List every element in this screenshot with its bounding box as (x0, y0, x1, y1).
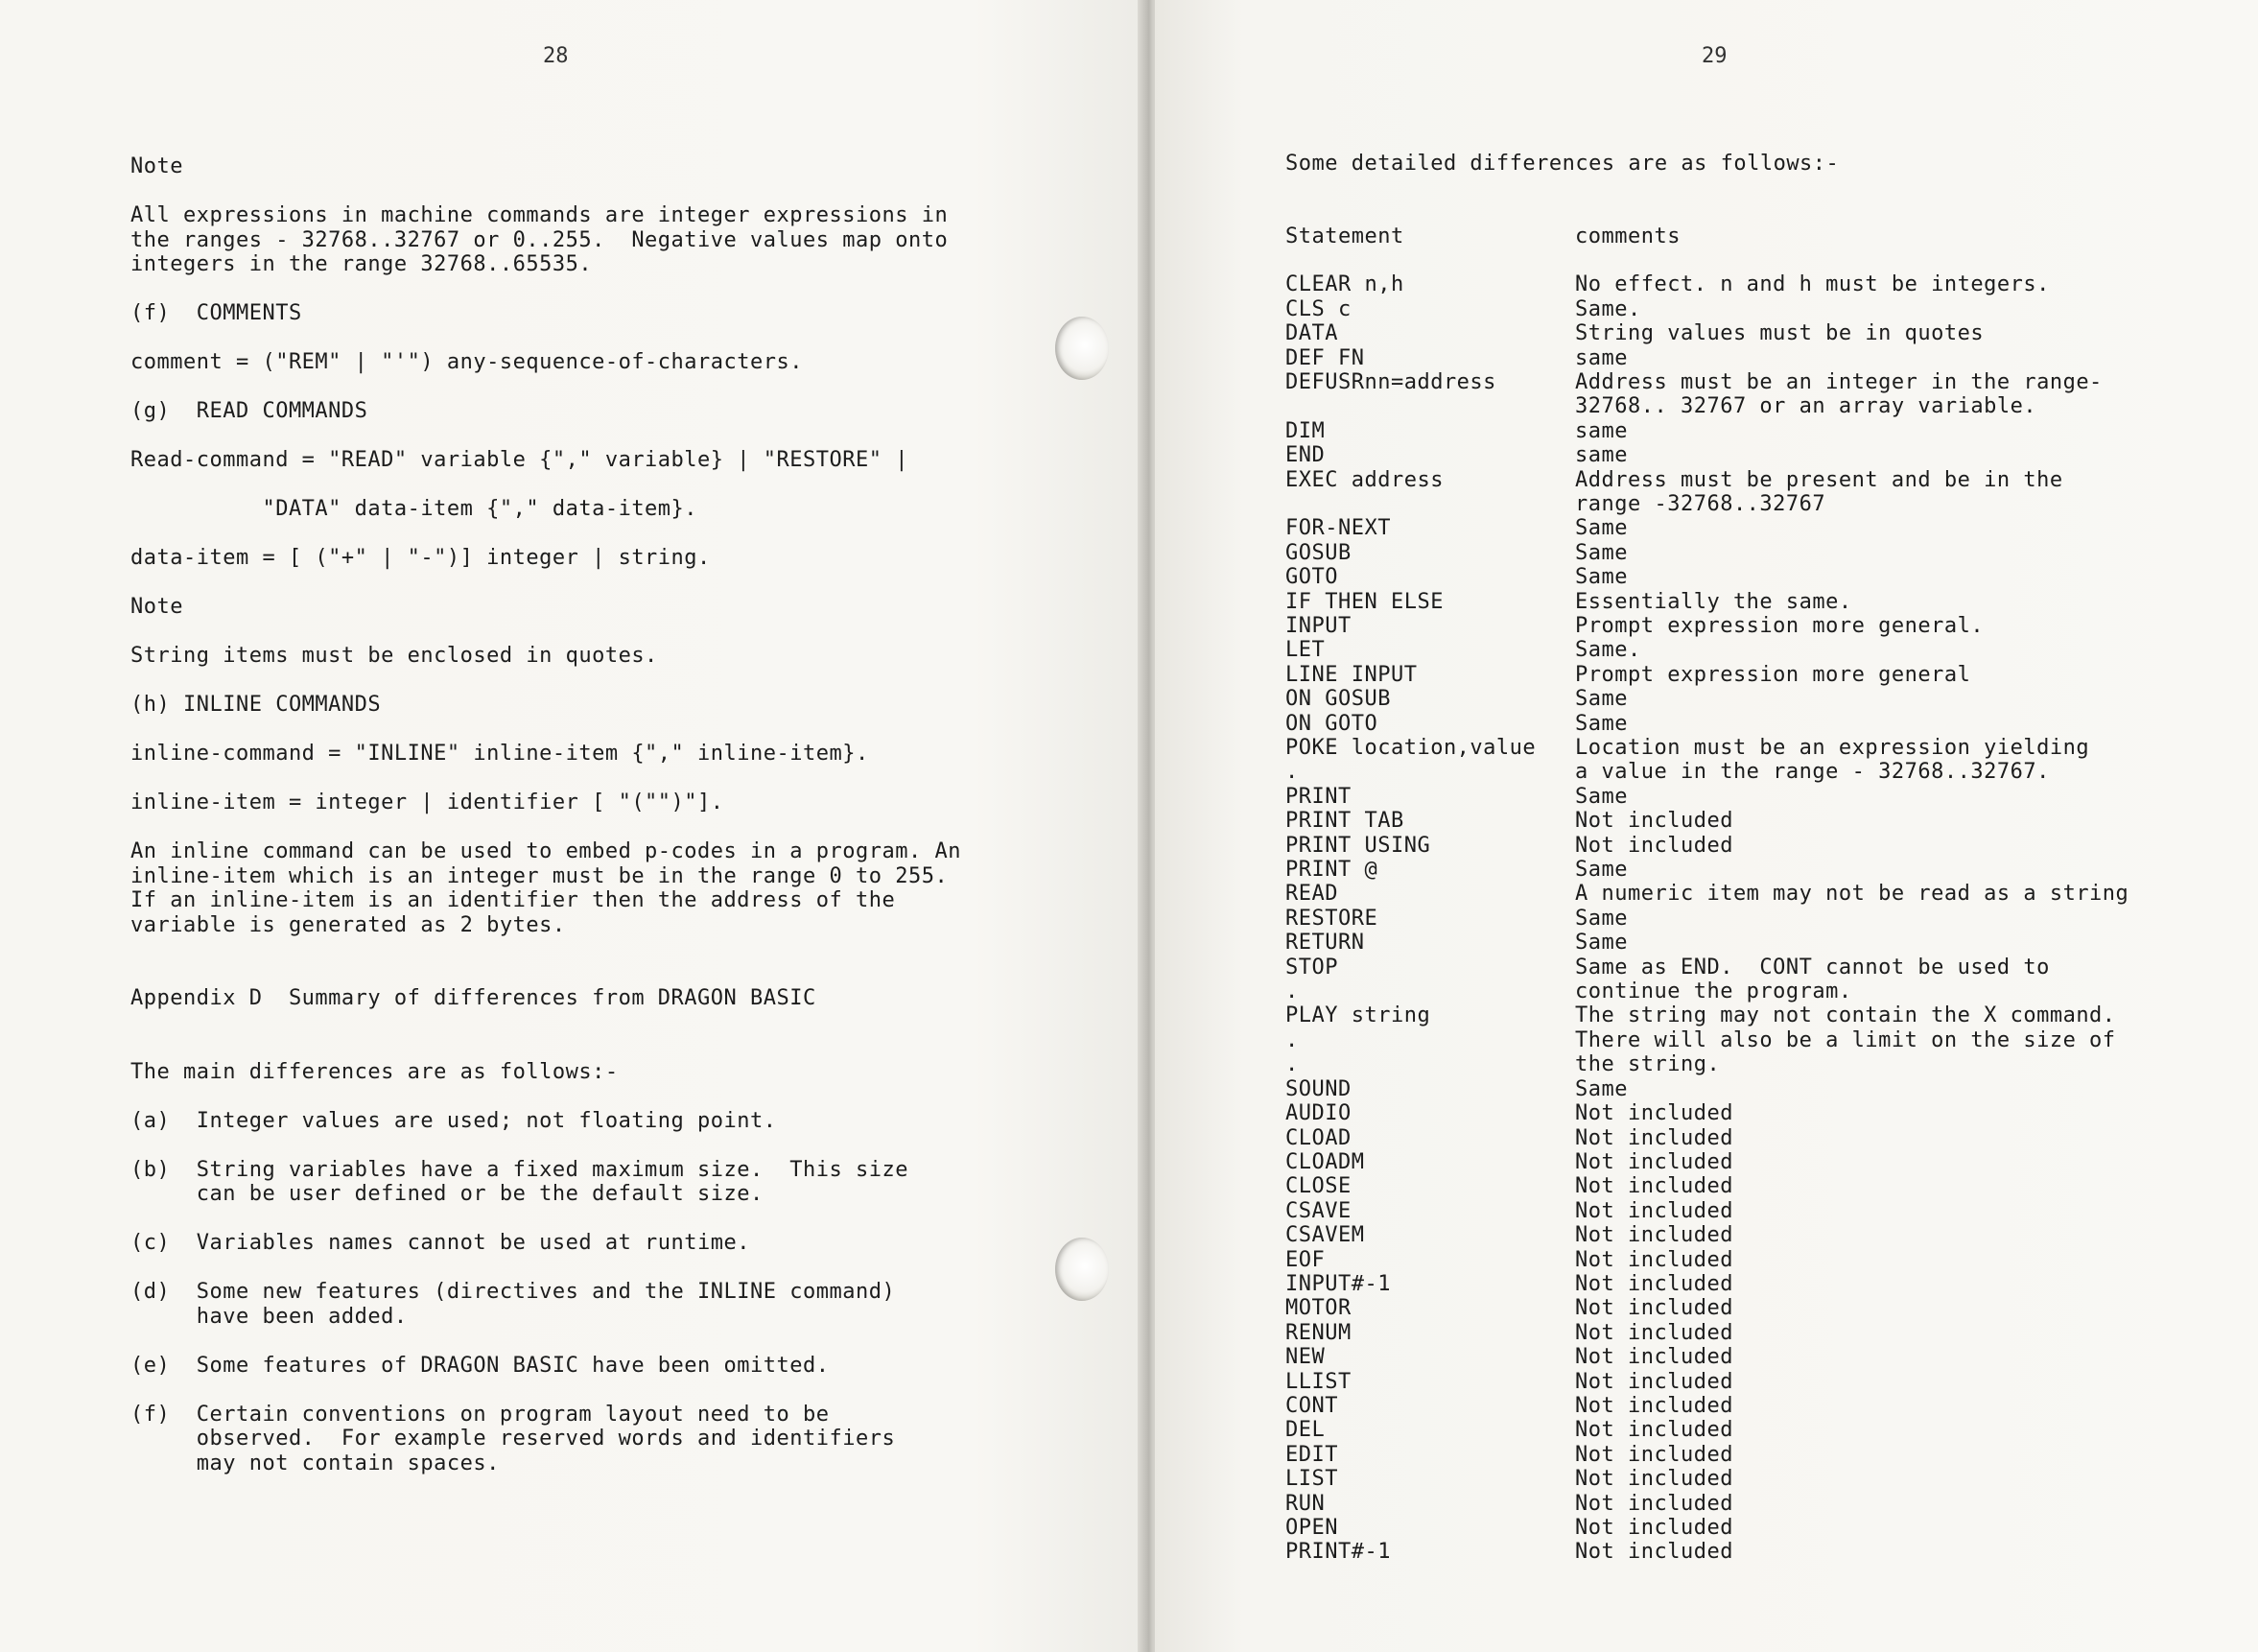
statement-cell: CLOADM (1285, 1149, 1365, 1174)
text-line: integers in the range 32768..65535. (130, 252, 593, 276)
comment-cell: Same (1575, 931, 1628, 956)
statement-cell: INPUT (1285, 613, 1352, 638)
blank-line (130, 1035, 961, 1060)
left-page-text (130, 154, 961, 1475)
table-row (1285, 1223, 2129, 1247)
statement-cell: RESTORE (1285, 906, 1378, 931)
comment-cell: Same (1575, 540, 1628, 565)
table-row (1285, 663, 2129, 687)
comment-cell: Prompt expression more general. (1575, 613, 1985, 638)
statement-cell: GOSUB (1285, 540, 1352, 565)
statement-cell: LIST (1285, 1467, 1338, 1492)
table-row (1285, 1101, 2129, 1125)
table-row (1285, 1003, 2129, 1027)
comment-cell: Not included (1575, 1442, 1733, 1467)
table-row (1285, 516, 2129, 540)
comment-cell: Not included (1575, 1271, 1733, 1296)
comment-cell: Not included (1575, 1149, 1733, 1174)
statement-cell: CLOSE (1285, 1174, 1352, 1199)
table-row (1285, 1126, 2129, 1150)
blank-line (130, 767, 961, 791)
table-row (1285, 1370, 2129, 1394)
comment-cell: Not included (1575, 1516, 1733, 1541)
comment-cell: the string. (1575, 1052, 1721, 1077)
header-statement: Statement (1285, 224, 1404, 248)
table-row (1285, 687, 2129, 711)
table-row (1285, 1345, 2129, 1369)
statement-cell: PRINT (1285, 784, 1352, 809)
text-line: (d) Some new features (directives and the INLINE command) (130, 1280, 896, 1304)
statement-cell: PLAY string (1285, 1003, 1431, 1028)
blank-line (130, 1378, 961, 1403)
table-row (1285, 638, 2129, 662)
comment-cell: Not included (1575, 1223, 1733, 1248)
statement-cell: PRINT @ (1285, 858, 1378, 883)
comment-cell: same (1575, 418, 1628, 443)
table-row (1285, 1492, 2129, 1516)
table-row (1285, 590, 2129, 614)
comment-cell: Not included (1575, 1393, 1733, 1418)
comment-cell: Not included (1575, 1467, 1733, 1492)
statement-cell: RENUM (1285, 1320, 1352, 1345)
statement-cell: RETURN (1285, 931, 1365, 956)
text-line: "DATA" data-item {"," data-item}. (130, 497, 698, 521)
comment-cell: Same (1575, 516, 1628, 541)
statement-cell: DEL (1285, 1418, 1326, 1443)
statement-cell: LET (1285, 638, 1326, 663)
statement-cell: CLEAR n,h (1285, 272, 1404, 297)
table-row (1285, 272, 2129, 296)
text-line: (g) READ COMMANDS (130, 399, 368, 423)
blank-line (130, 1011, 961, 1036)
table-row (1285, 419, 2129, 443)
comment-cell: Not included (1575, 1101, 1733, 1126)
statement-cell: CSAVE (1285, 1198, 1352, 1223)
statement-cell: PRINT TAB (1285, 809, 1404, 834)
comment-cell: Not included (1575, 1320, 1733, 1345)
statement-cell: EOF (1285, 1247, 1326, 1272)
blank-line (130, 1207, 961, 1232)
table-row (1285, 1150, 2129, 1174)
comment-cell: String values must be in quotes (1575, 321, 1985, 346)
blank-line (130, 179, 961, 204)
text-line: Read-command = "READ" variable {"," variable} | "RESTORE" | (130, 448, 908, 472)
comment-cell: 32768.. 32767 or an array variable. (1575, 394, 2037, 419)
comment-cell: Address must be an integer in the range- (1575, 369, 2103, 394)
table-row (1285, 394, 2129, 418)
blank-line (130, 1133, 961, 1158)
statement-cell: CSAVEM (1285, 1223, 1365, 1248)
table-row (1285, 1467, 2129, 1491)
statement-cell: PRINT#-1 (1285, 1540, 1391, 1565)
comment-cell: Not included (1575, 1174, 1733, 1199)
comment-cell: Not included (1575, 1491, 1733, 1516)
statement-cell: GOTO (1285, 565, 1338, 590)
table-row (1285, 1248, 2129, 1272)
text-line: (e) Some features of DRAGON BASIC have been omitted. (130, 1353, 830, 1378)
blank-line (130, 1329, 961, 1354)
blank-line (130, 375, 961, 400)
blank-line (130, 669, 961, 694)
table-row (1285, 1199, 2129, 1223)
comment-cell: No effect. n and h must be integers. (1575, 272, 2050, 297)
header-comments: comments (1575, 224, 1681, 248)
comment-cell: There will also be a limit on the size of (1575, 1027, 2116, 1052)
differences-table (1285, 224, 2129, 1565)
comment-cell: Same (1575, 858, 1628, 883)
statement-cell: IF THEN ELSE (1285, 589, 1444, 614)
comment-cell: Not included (1575, 833, 1733, 858)
statement-cell: DEF FN (1285, 345, 1365, 370)
table-row (1285, 1321, 2129, 1345)
text-line: observed. For example reserved words and identifiers (130, 1427, 896, 1451)
table-row (1285, 1394, 2129, 1418)
page-number: 29 (1702, 44, 1728, 68)
statement-cell: AUDIO (1285, 1101, 1352, 1126)
text-line: have been added. (130, 1304, 408, 1329)
blank-line (130, 522, 961, 547)
statement-cell: OPEN (1285, 1516, 1338, 1541)
text-line: Note (130, 154, 183, 178)
table-row (1285, 736, 2129, 760)
table-row (1285, 834, 2129, 858)
comment-cell: same (1575, 443, 1628, 468)
blank-line (130, 571, 961, 596)
statement-cell: READ (1285, 882, 1338, 907)
table-row (1285, 1443, 2129, 1467)
statement-cell: SOUND (1285, 1076, 1352, 1101)
statement-cell: DEFUSRnn=address (1285, 369, 1496, 394)
statement-cell: CLOAD (1285, 1125, 1352, 1150)
comment-cell: Not included (1575, 1198, 1733, 1223)
comment-cell: Not included (1575, 1125, 1733, 1150)
statement-cell: DATA (1285, 321, 1338, 346)
table-row (1285, 492, 2129, 516)
text-line: The main differences are as follows:- (130, 1059, 619, 1084)
text-line: inline-item which is an integer must be in the range 0 to 255. (130, 863, 949, 888)
table-row (1285, 346, 2129, 370)
comment-cell: Same. (1575, 638, 1641, 663)
comment-cell: Same (1575, 687, 1628, 712)
blank-line (130, 620, 961, 645)
statement-cell: LINE INPUT (1285, 662, 1418, 687)
page-number: 28 (543, 44, 569, 68)
table-row (1285, 809, 2129, 833)
comment-cell: Not included (1575, 1296, 1733, 1321)
comment-cell: Location must be an expression yielding (1575, 736, 2090, 761)
comment-cell: Same (1575, 906, 1628, 931)
right-page-text (1285, 152, 2129, 1565)
text-line: data-item = [ ("+" | "-")] integer | string. (130, 546, 711, 570)
text-line: (b) String variables have a fixed maximum size. This size (130, 1157, 908, 1182)
text-line: inline-command = "INLINE" inline-item {"," inline-item}. (130, 742, 869, 766)
table-row (1285, 468, 2129, 492)
table-row (1285, 931, 2129, 955)
table-row (1285, 1272, 2129, 1296)
statement-cell: MOTOR (1285, 1296, 1352, 1321)
text-line: (f) Certain conventions on program layout need to be (130, 1402, 830, 1427)
table-row (1285, 1028, 2129, 1052)
text-line: (c) Variables names cannot be used at runtime. (130, 1231, 751, 1255)
table-row (1285, 907, 2129, 931)
statement-cell: LLIST (1285, 1369, 1352, 1394)
blank-line (130, 326, 961, 351)
statement-cell: ON GOSUB (1285, 687, 1391, 712)
comment-cell: The string may not contain the X command. (1575, 1003, 2116, 1028)
statement-cell (1285, 394, 1575, 418)
statement-cell: END (1285, 443, 1326, 468)
comment-cell: Not included (1575, 1540, 1733, 1565)
blank-line (130, 277, 961, 302)
statement-cell: RUN (1285, 1491, 1326, 1516)
blank-line (130, 473, 961, 498)
table-row (1285, 979, 2129, 1003)
table-row (1285, 370, 2129, 394)
table-row (1285, 1174, 2129, 1198)
comment-cell: range -32768..32767 (1575, 491, 1826, 516)
punch-hole (1055, 317, 1109, 380)
statement-cell: NEW (1285, 1345, 1326, 1370)
comment-cell: Prompt expression more general (1575, 662, 1971, 687)
text-line: (h) INLINE COMMANDS (130, 693, 382, 717)
blank-line (130, 937, 961, 962)
right-page (1155, 0, 2258, 1652)
comment-cell: Address must be present and be in the (1575, 467, 2063, 492)
table-row (1285, 443, 2129, 467)
statement-cell: PRINT USING (1285, 833, 1431, 858)
comment-cell: Same (1575, 784, 1628, 809)
comment-cell: same (1575, 345, 1628, 370)
table-row (1285, 297, 2129, 321)
table-row (1285, 956, 2129, 979)
comment-cell: Same (1575, 1076, 1628, 1101)
table-row (1285, 712, 2129, 736)
statement-cell: . (1285, 760, 1299, 785)
table-row (1285, 565, 2129, 589)
statement-cell: INPUT#-1 (1285, 1271, 1391, 1296)
text-line: variable is generated as 2 bytes. (130, 912, 566, 937)
blank-line (130, 424, 961, 449)
comment-cell: Same (1575, 711, 1628, 736)
comment-cell: Same (1575, 565, 1628, 590)
statement-cell: . (1285, 1027, 1299, 1052)
text-line: comment = ("REM" | "'") any-sequence-of-characters. (130, 350, 804, 374)
statement-cell: EXEC address (1285, 467, 1444, 492)
text-line: Appendix D Summary of differences from DRAGON BASIC (130, 986, 816, 1010)
table-row (1285, 1540, 2129, 1564)
blank-line (130, 718, 961, 743)
table-row (1285, 1516, 2129, 1540)
table-row (1285, 858, 2129, 882)
statement-cell: DIM (1285, 418, 1326, 443)
text-line: Note (130, 595, 183, 619)
blank-line (130, 1256, 961, 1281)
statement-cell (1285, 492, 1575, 516)
text-line: All expressions in machine commands are integer expressions in (130, 203, 949, 227)
table-row (1285, 785, 2129, 809)
text-line: An inline command can be used to embed p-codes in a program. An (130, 839, 961, 863)
comment-cell: Not included (1575, 809, 1733, 834)
text-line: may not contain spaces. (130, 1451, 500, 1475)
comment-cell: Not included (1575, 1369, 1733, 1394)
blank-line (130, 1084, 961, 1109)
text-line: inline-item = integer | identifier [ "("")"]. (130, 791, 724, 814)
table-row (1285, 614, 2129, 638)
comment-cell: Same as END. CONT cannot be used to (1575, 955, 2050, 979)
statement-cell: FOR-NEXT (1285, 516, 1391, 541)
table-row (1285, 1077, 2129, 1101)
table-row (1285, 1296, 2129, 1320)
statement-cell: CLS c (1285, 296, 1352, 321)
text-line: can be user defined or be the default size. (130, 1182, 764, 1206)
table-row (1285, 1052, 2129, 1076)
comment-cell: a value in the range - 32768..32767. (1575, 760, 2050, 785)
statement-cell: STOP (1285, 955, 1338, 979)
comment-cell: continue the program. (1575, 979, 1852, 1004)
comment-cell: A numeric item may not be read as a string (1575, 882, 2129, 907)
statement-cell: EDIT (1285, 1442, 1338, 1467)
table-row (1285, 882, 2129, 906)
statement-cell: . (1285, 979, 1299, 1004)
statement-cell: . (1285, 1052, 1299, 1077)
blank-line (130, 962, 961, 987)
statement-cell: CONT (1285, 1393, 1338, 1418)
punch-hole (1055, 1238, 1109, 1301)
comment-cell: Same. (1575, 296, 1641, 321)
comment-cell: Not included (1575, 1247, 1733, 1272)
text-line: (a) Integer values are used; not floating point. (130, 1108, 777, 1133)
table-row (1285, 541, 2129, 565)
blank-line (130, 815, 961, 840)
statement-cell: ON GOTO (1285, 711, 1378, 736)
table-row (1285, 321, 2129, 345)
comment-cell: Not included (1575, 1345, 1733, 1370)
text-line: the ranges - 32768..32767 or 0..255. Negative values map onto (130, 227, 949, 252)
comment-cell: Essentially the same. (1575, 589, 1852, 614)
table-header (1285, 224, 2129, 248)
intro-line: Some detailed differences are as follows:- (1285, 152, 1840, 176)
comment-cell: Not included (1575, 1418, 1733, 1443)
text-line: (f) COMMENTS (130, 301, 302, 325)
text-line: If an inline-item is an identifier then the address of the (130, 888, 896, 912)
statement-cell: POKE location,value (1285, 736, 1537, 761)
table-row (1285, 760, 2129, 784)
table-row (1285, 1418, 2129, 1442)
text-line: String items must be enclosed in quotes. (130, 644, 658, 668)
